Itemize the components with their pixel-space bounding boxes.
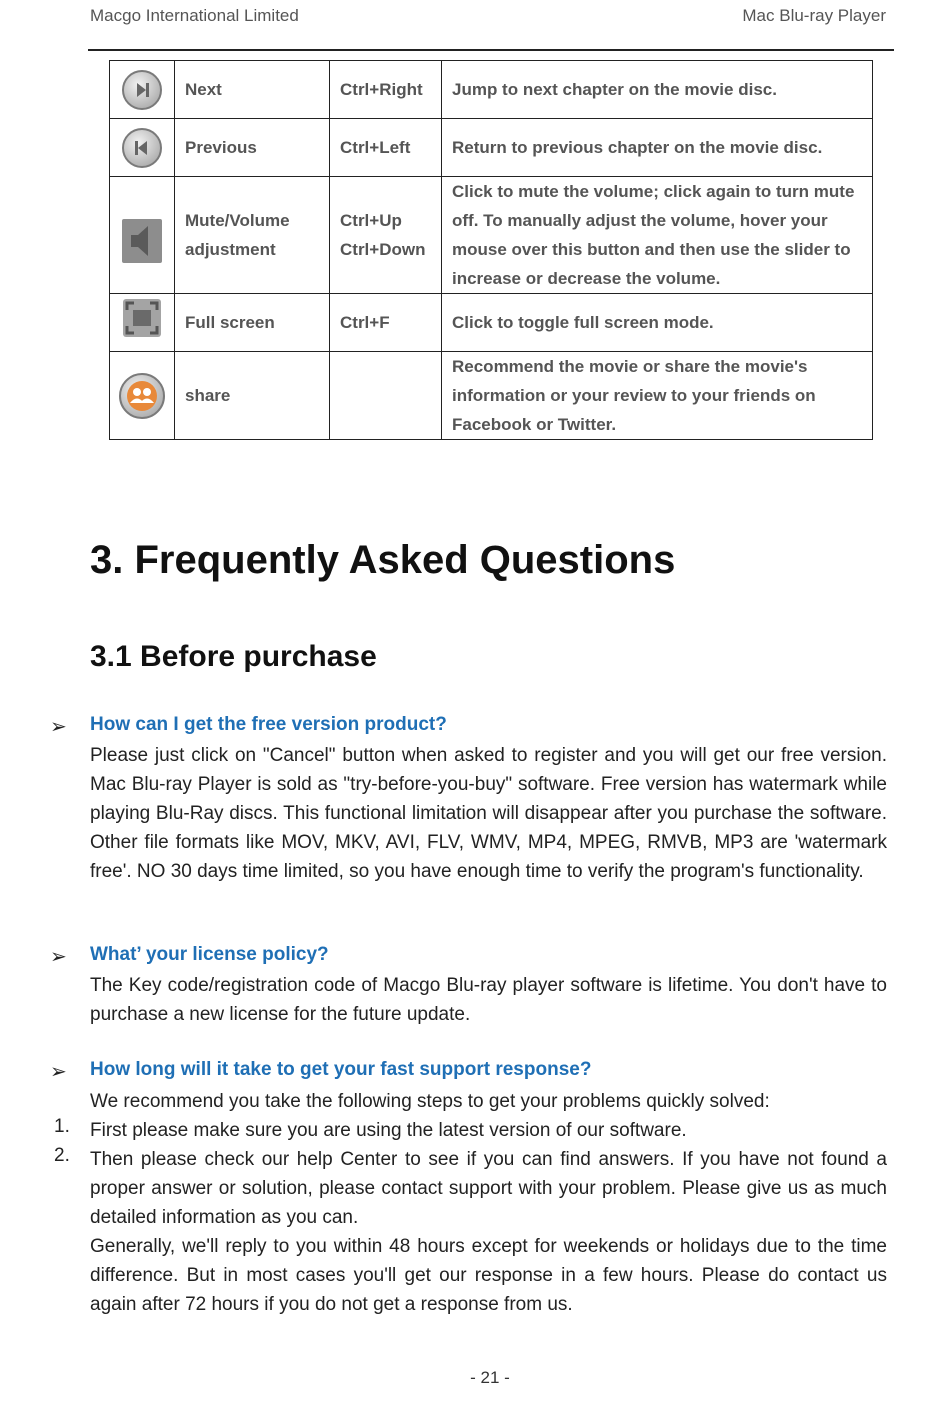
share-people-icon <box>119 373 165 419</box>
step-text: Then please check our help Center to see if you can find answers. If you have not found a proper answer or solution, please contact support with your problem. Please give us as much detailed information as you can. <box>90 1149 887 1228</box>
fullscreen-icon <box>122 298 162 338</box>
next-chapter-icon <box>122 70 162 110</box>
previous-chapter-icon <box>122 128 162 168</box>
faq-answer: Please just click on "Cancel" button when asked to register and you will get our free version. Mac Blu-ray Player is sold as "try-before-you-buy" software. Free version has watermark while playing Blu-Ray discs. This functional limitation will disappear after you purchase the software. Other file formats like MOV, MKV, AVI, FLV, WMV, MP4, MPEG, RMVB, MP3 are 'watermark free'. NO 30 days time limited, so you have enough time to verify the program's functionality. <box>90 745 887 882</box>
table-row <box>110 294 873 352</box>
bullet-arrow-icon: ➢ <box>50 946 67 968</box>
control-shortcut: Ctrl+Right <box>330 61 442 119</box>
faq-intro: We recommend you take the following steps to get your problems quickly solved: <box>90 1091 770 1112</box>
control-name: Full screen <box>175 294 330 352</box>
control-description: Recommend the movie or share the movie's information or your review to your friends on Facebook or Twitter. <box>442 352 873 440</box>
faq-question: How long will it take to get your fast support response? <box>90 1059 592 1080</box>
header-divider <box>88 49 894 51</box>
control-name: Previous <box>175 119 330 177</box>
faq-question: How can I get the free version product? <box>90 714 447 735</box>
header-product: Mac Blu-ray Player <box>742 6 886 25</box>
subsection-title: 3.1 Before purchase <box>90 640 377 673</box>
control-description: Return to previous chapter on the movie disc. <box>442 119 873 177</box>
control-name: Mute/Volume adjustment <box>175 177 330 294</box>
control-description: Click to mute the volume; click again to turn mute off. To manually adjust the volume, hover your mouse over this button and then use the slider to increase or decrease the volume. <box>442 177 873 294</box>
control-description: Click to toggle full screen mode. <box>442 294 873 352</box>
section-title: 3. Frequently Asked Questions <box>90 538 676 582</box>
control-shortcut: Ctrl+F <box>330 294 442 352</box>
control-name: share <box>175 352 330 440</box>
faq-question: What’ your license policy? <box>90 944 329 965</box>
controls-table <box>109 60 873 440</box>
control-shortcut <box>330 352 442 440</box>
control-shortcut: Ctrl+Up Ctrl+Down <box>330 177 442 294</box>
faq-closing: Generally, we'll reply to you within 48 hours except for weekends or holidays due to the time difference. But in most cases you'll get our response in a few hours. Please do contact us again after 72 hours if you do not get a response from us. <box>90 1236 887 1315</box>
step-text: First please make sure you are using the latest version of our software. <box>90 1120 687 1141</box>
step-number: 1. <box>54 1116 70 1137</box>
control-description: Jump to next chapter on the movie disc. <box>442 61 873 119</box>
step-number: 2. <box>54 1145 70 1166</box>
table-row <box>110 352 873 440</box>
speaker-icon <box>121 218 163 264</box>
table-row <box>110 61 873 119</box>
faq-answer: The Key code/registration code of Macgo Blu-ray player software is lifetime. You don't have to purchase a new license for the future update. <box>90 975 887 1025</box>
table-row <box>110 119 873 177</box>
table-row <box>110 177 873 294</box>
control-name: Next <box>175 61 330 119</box>
control-shortcut: Ctrl+Left <box>330 119 442 177</box>
header-company: Macgo International Limited <box>90 6 299 25</box>
bullet-arrow-icon: ➢ <box>50 716 67 738</box>
page-number: - 21 - <box>470 1368 510 1387</box>
bullet-arrow-icon: ➢ <box>50 1061 67 1083</box>
